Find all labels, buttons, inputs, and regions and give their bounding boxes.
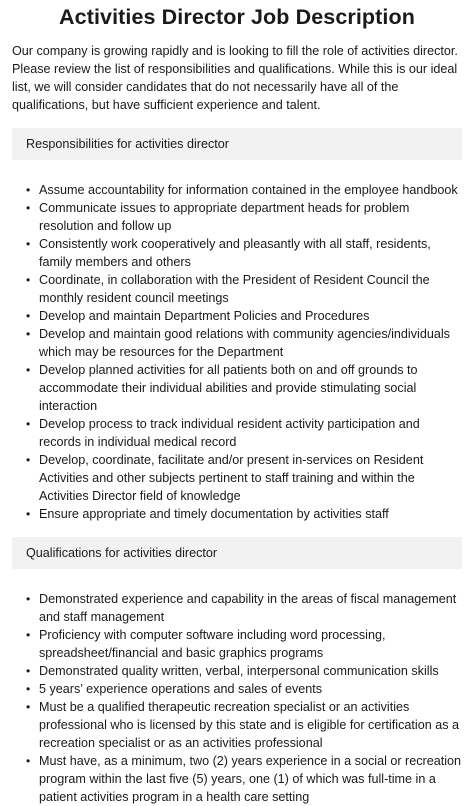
- list-item-text: Communicate issues to appropriate department heads for problem resolution and follow up: [39, 201, 410, 233]
- list-item: [24, 199, 462, 235]
- list-item-text: Develop planned activities for all patients both on and off grounds to accommodate their individual abilities and provide stimulating social interaction: [39, 363, 418, 413]
- list-item: [24, 307, 462, 325]
- list-item: [24, 271, 462, 307]
- list-item: [24, 451, 462, 505]
- bullet-icon: •: [26, 273, 31, 287]
- bullet-icon: •: [26, 754, 31, 768]
- list-item: [24, 505, 462, 523]
- list-item-text: Demonstrated quality written, verbal, interpersonal communication skills: [39, 664, 439, 678]
- bullet-icon: •: [26, 237, 31, 251]
- list-item-text: Develop and maintain Department Policies and Procedures: [39, 309, 370, 323]
- list-item-text: Develop and maintain good relations with community agencies/individuals which may be resources for the Department: [39, 327, 450, 359]
- list-item: [24, 361, 462, 415]
- list-item: [24, 662, 462, 680]
- bullet-icon: •: [26, 201, 31, 215]
- page-title: Activities Director Job Description: [59, 5, 415, 29]
- bullet-icon: •: [26, 309, 31, 323]
- list-item: [24, 235, 462, 271]
- list-item-text: Coordinate, in collaboration with the President of Resident Council the monthly resident council meetings: [39, 273, 430, 305]
- list-item-text: Must be a qualified therapeutic recreation specialist or an activities professional who is licensed by this state and is eligible for certification as a recreation specialist or as an activities professional: [39, 700, 460, 750]
- qualifications-heading: Qualifications for activities director: [12, 537, 462, 569]
- bullet-icon: •: [26, 682, 31, 696]
- list-item: [24, 626, 462, 662]
- responsibilities-list: [12, 181, 462, 523]
- bullet-icon: •: [26, 700, 31, 714]
- list-item-text: Assume accountability for information contained in the employee handbook: [39, 183, 458, 197]
- bullet-icon: •: [26, 628, 31, 642]
- bullet-icon: •: [26, 507, 31, 521]
- list-item-text: Proficiency with computer software including word processing, spreadsheet/financial and basic graphics programs: [39, 628, 386, 660]
- bullet-icon: •: [26, 183, 31, 197]
- list-item: [24, 680, 462, 698]
- list-item-text: Develop, coordinate, facilitate and/or present in-services on Resident Activities and other subjects pertinent to staff training and within the Activities Director field of knowledge: [39, 453, 424, 503]
- bullet-icon: •: [26, 363, 31, 377]
- list-item: [24, 590, 462, 626]
- bullet-icon: •: [26, 417, 31, 431]
- qualifications-list: [12, 590, 462, 806]
- bullet-icon: •: [26, 453, 31, 467]
- responsibilities-heading: Responsibilities for activities director: [12, 128, 462, 160]
- list-item-text: 5 years’ experience operations and sales of events: [39, 682, 323, 696]
- bullet-icon: •: [26, 664, 31, 678]
- bullet-icon: •: [26, 592, 31, 606]
- list-item: [24, 752, 462, 806]
- list-item-text: Develop process to track individual resident activity participation and records in individual medical record: [39, 417, 420, 449]
- list-item-text: Consistently work cooperatively and pleasantly with all staff, residents, family members and others: [39, 237, 431, 269]
- list-item: [24, 325, 462, 361]
- bullet-icon: •: [26, 327, 31, 341]
- list-item-text: Demonstrated experience and capability in the areas of fiscal management and staff management: [39, 592, 457, 624]
- intro-paragraph: Our company is growing rapidly and is looking to fill the role of activities director. Please review the list of responsibilities and qualifications. While this is our ideal list, we will consider candidates that do not necessarily have all of the qualifications, but have sufficient experience and talent.: [12, 44, 458, 112]
- list-item: [24, 181, 462, 199]
- list-item-text: Ensure appropriate and timely documentation by activities staff: [39, 507, 389, 521]
- list-item: [24, 415, 462, 451]
- list-item: [24, 698, 462, 752]
- list-item-text: Must have, as a minimum, two (2) years experience in a social or recreation program within the last five (5) years, one (1) of which was full-time in a patient activities program in a health care setting: [39, 754, 462, 804]
